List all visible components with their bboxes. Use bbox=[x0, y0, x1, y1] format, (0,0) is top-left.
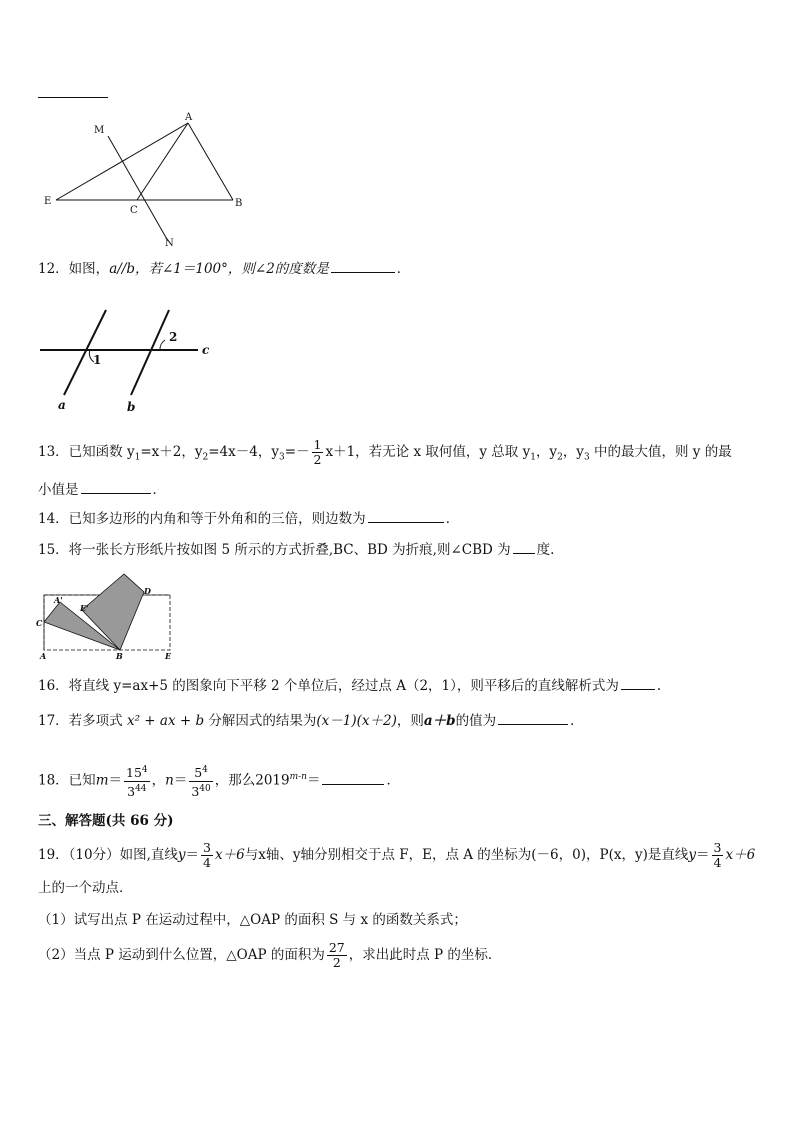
label-C: C bbox=[36, 618, 43, 628]
answer-blank-14 bbox=[368, 508, 444, 523]
label-E1: E' bbox=[80, 603, 89, 613]
question-17: 17．若多项式 x² + ax + b 分解因式的结果为(x－1)(x＋2)，则a＋b的值为 ． bbox=[38, 710, 584, 731]
fraction-one-half: $\frac{1}{2}$ bbox=[313, 437, 322, 467]
line-CA bbox=[137, 123, 188, 200]
label-a: a bbox=[58, 398, 66, 412]
fraction-three-quarters-2: $\frac{3}{4}$ bbox=[713, 840, 722, 870]
question-13: 13．已知函数 $y_1=x+2$，$y_2=4x-4$，$y_3=-$ $\frac{1}{2}$ x＋1，若无论 x 取何值，y 总取 $y_1$，$y_2$，$y_3$ 中的最大值，则 y 的最 bbox=[38, 437, 732, 467]
label-C: C bbox=[130, 205, 138, 216]
label-D: D bbox=[144, 586, 151, 596]
question-18: 18．已知m＝ $\frac{15^4}{3^{44}}$ ，n＝ $\frac{5^4}{3^{40}}$ ，那么$2019^{m-n}=$ ． bbox=[38, 765, 400, 799]
question-19-line2: 上的一个动点． bbox=[38, 880, 133, 896]
question-12: 12．如图，a//b，若∠1＝100°，则∠2的度数是 ． bbox=[38, 258, 410, 279]
fraction-three-quarters: $\frac{3}{4}$ bbox=[203, 840, 211, 870]
question-13-line2: 小值是 ． bbox=[38, 479, 166, 500]
question-19-part2: （2）当点 P 运动到什么位置，△OAP 的面积为 $\frac{27}{2}$ ，求出此时点 P 的坐标． bbox=[38, 940, 502, 970]
line-AB bbox=[188, 123, 233, 200]
question-15: 15．将一张长方形纸片按如图 5 所示的方式折叠,BC、BD 为折痕,则∠CBD 为 度. bbox=[38, 539, 554, 560]
answer-blank-12 bbox=[331, 258, 395, 273]
fraction-m: $\frac{15^4}{3^{44}}$ bbox=[126, 765, 148, 799]
fraction-n: $\frac{5^4}{3^{40}}$ bbox=[191, 765, 211, 799]
figure-q12 bbox=[38, 305, 228, 417]
label-b: b bbox=[127, 400, 136, 414]
question-16: 16．将直线 y=ax+5 的图象向下平移 2 个单位后，经过点 A（2，1），则平移后的直线解析式为 . bbox=[38, 675, 661, 696]
label-B: B bbox=[116, 651, 123, 661]
question-19: 19．（10分）如图,直线y＝ $\frac{3}{4}$ x＋6与x轴、y轴分别相交于点 F，E，点 A 的坐标为(－6，0)，P(x，y)是直线y＝ $\frac{3}{4}$ x＋6 bbox=[38, 840, 756, 870]
label-A: A bbox=[40, 651, 47, 661]
label-B: B bbox=[235, 198, 243, 209]
label-E: E bbox=[44, 196, 52, 207]
label-M: M bbox=[94, 125, 105, 136]
answer-blank-18 bbox=[322, 770, 384, 785]
figure-q11 bbox=[38, 108, 248, 253]
answer-blank-16 bbox=[621, 675, 655, 690]
question-19-part1: （1）试写出点 P 在运动过程中，△OAP 的面积 S 与 x 的函数关系式； bbox=[38, 912, 467, 928]
line-b bbox=[131, 310, 169, 395]
question-14: 14．已知多边形的内角和等于外角和的三倍，则边数为 ． bbox=[38, 508, 459, 529]
answer-blank-13 bbox=[81, 479, 151, 494]
label-E: E bbox=[165, 651, 172, 661]
label-A: A bbox=[185, 112, 193, 123]
label-A1: A' bbox=[54, 595, 63, 605]
fraction-27-2: $\frac{27}{2}$ bbox=[328, 940, 345, 970]
answer-blank-top bbox=[38, 97, 108, 98]
label-N: N bbox=[165, 238, 174, 249]
answer-blank-17 bbox=[498, 710, 568, 725]
answer-blank-15 bbox=[513, 539, 535, 554]
section-title: 三、解答题(共 66 分) bbox=[38, 813, 174, 829]
label-1: 1 bbox=[93, 353, 102, 367]
label-2: 2 bbox=[169, 330, 178, 344]
figure-q15 bbox=[36, 570, 181, 662]
label-c: c bbox=[202, 343, 210, 357]
